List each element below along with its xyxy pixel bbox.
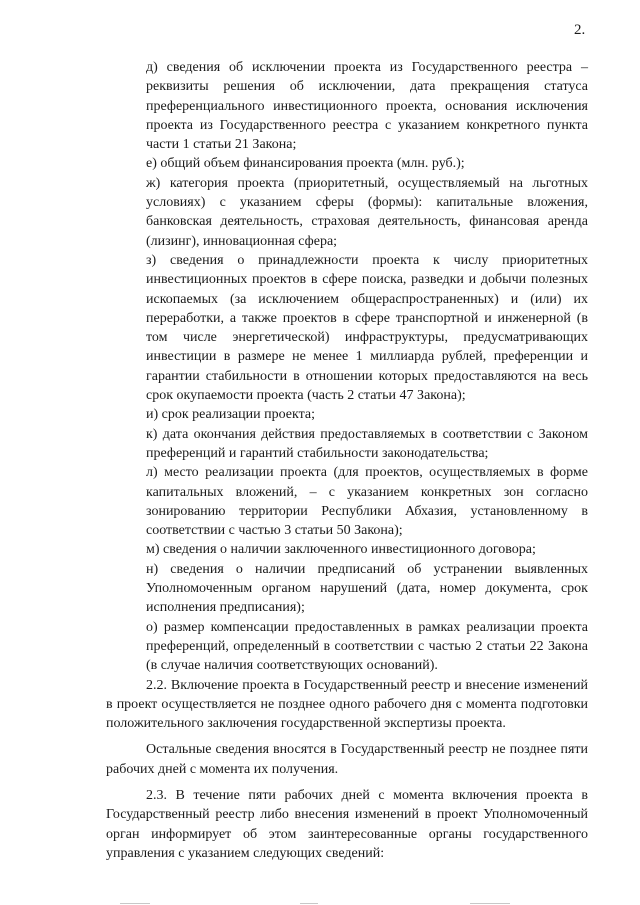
list-item-o: о) размер компенсации предоставленных в рамках реализации проекта преференций, определенный в соответствии с частью 2 статьи 22 Закона (в случае наличия соответствующих оснований). [146,619,588,674]
paragraph-2-3: 2.3. В течение пяти рабочих дней с момента включения проекта в Государственный реестр либо внесения изменений в проект Уполномоченный орган информирует об этом заинтересованные органы государственного управления с указанием следующих сведений: [106,787,588,861]
paragraph-2-2: 2.2. Включение проекта в Государственный реестр и внесение изменений в проект осуществляется не позднее одного рабочего дня с момента подготовки положительного заключения государственной экспертизы проекта. [106,677,588,732]
paragraph-2-2-remaining-info: Остальные сведения вносятся в Государственный реестр не позднее пяти рабочих дней с момента их получения. [106,742,588,777]
list-item-l: л) место реализации проекта (для проектов, осуществляемых в форме капитальных вложений, – с указанием конкретных зон согласно зонированию территории Республики Абхазия, установленному в соответствии с частью 3 статьи 50 Закона); [146,465,588,539]
list-item-zh: ж) категория проекта (приоритетный, осуществляемый на льготных условиях) с указанием сферы (формы): капитальные вложения, банковская деятельность, страховая деятельность, финансовая аренда (лизинг), инновационная сфера; [146,175,588,249]
scan-artifacts [0,901,640,905]
list-item-k: к) дата окончания действия предоставляемых в соответствии с Законом преференций и гарантий стабильности законодательства; [146,426,588,461]
document-body [106,58,588,863]
list-item-e: е) общий объем финансирования проекта (млн. руб.); [146,156,465,172]
list-item-m: м) сведения о наличии заключенного инвестиционного договора; [146,542,536,558]
list-item-z: з) сведения о принадлежности проекта к числу приоритетных инвестиционных проектов в сфере поиска, разведки и добычи полезных ископаемых (за исключением общераспространенных) и (или) их переработки, а также проектов в сфере транспортной и инженерной (в том числе энергетической) инфраструктуры, предусматривающих инвестиции в размере не менее 1 миллиарда рублей, преференции и гарантии стабильности в отношении которых предоставляются на весь срок окупаемости проекта (часть 2 статьи 47 Закона); [146,252,588,404]
list-item-n: н) сведения о наличии предписаний об устранении выявленных Уполномоченным органом нарушений (дата, номер документа, срок исполнения предписания); [146,561,588,616]
page-number: 2. [574,22,586,38]
list-item-i: и) срок реализации проекта; [146,407,315,423]
list-item-d: д) сведения об исключении проекта из Государственного реестра – реквизиты решения об исключении, дата прекращения статуса преференциального инвестиционного проекта, основания исключения проекта из Государственного реестра с указанием конкретного пункта части 1 статьи 21 Закона; [146,60,588,153]
